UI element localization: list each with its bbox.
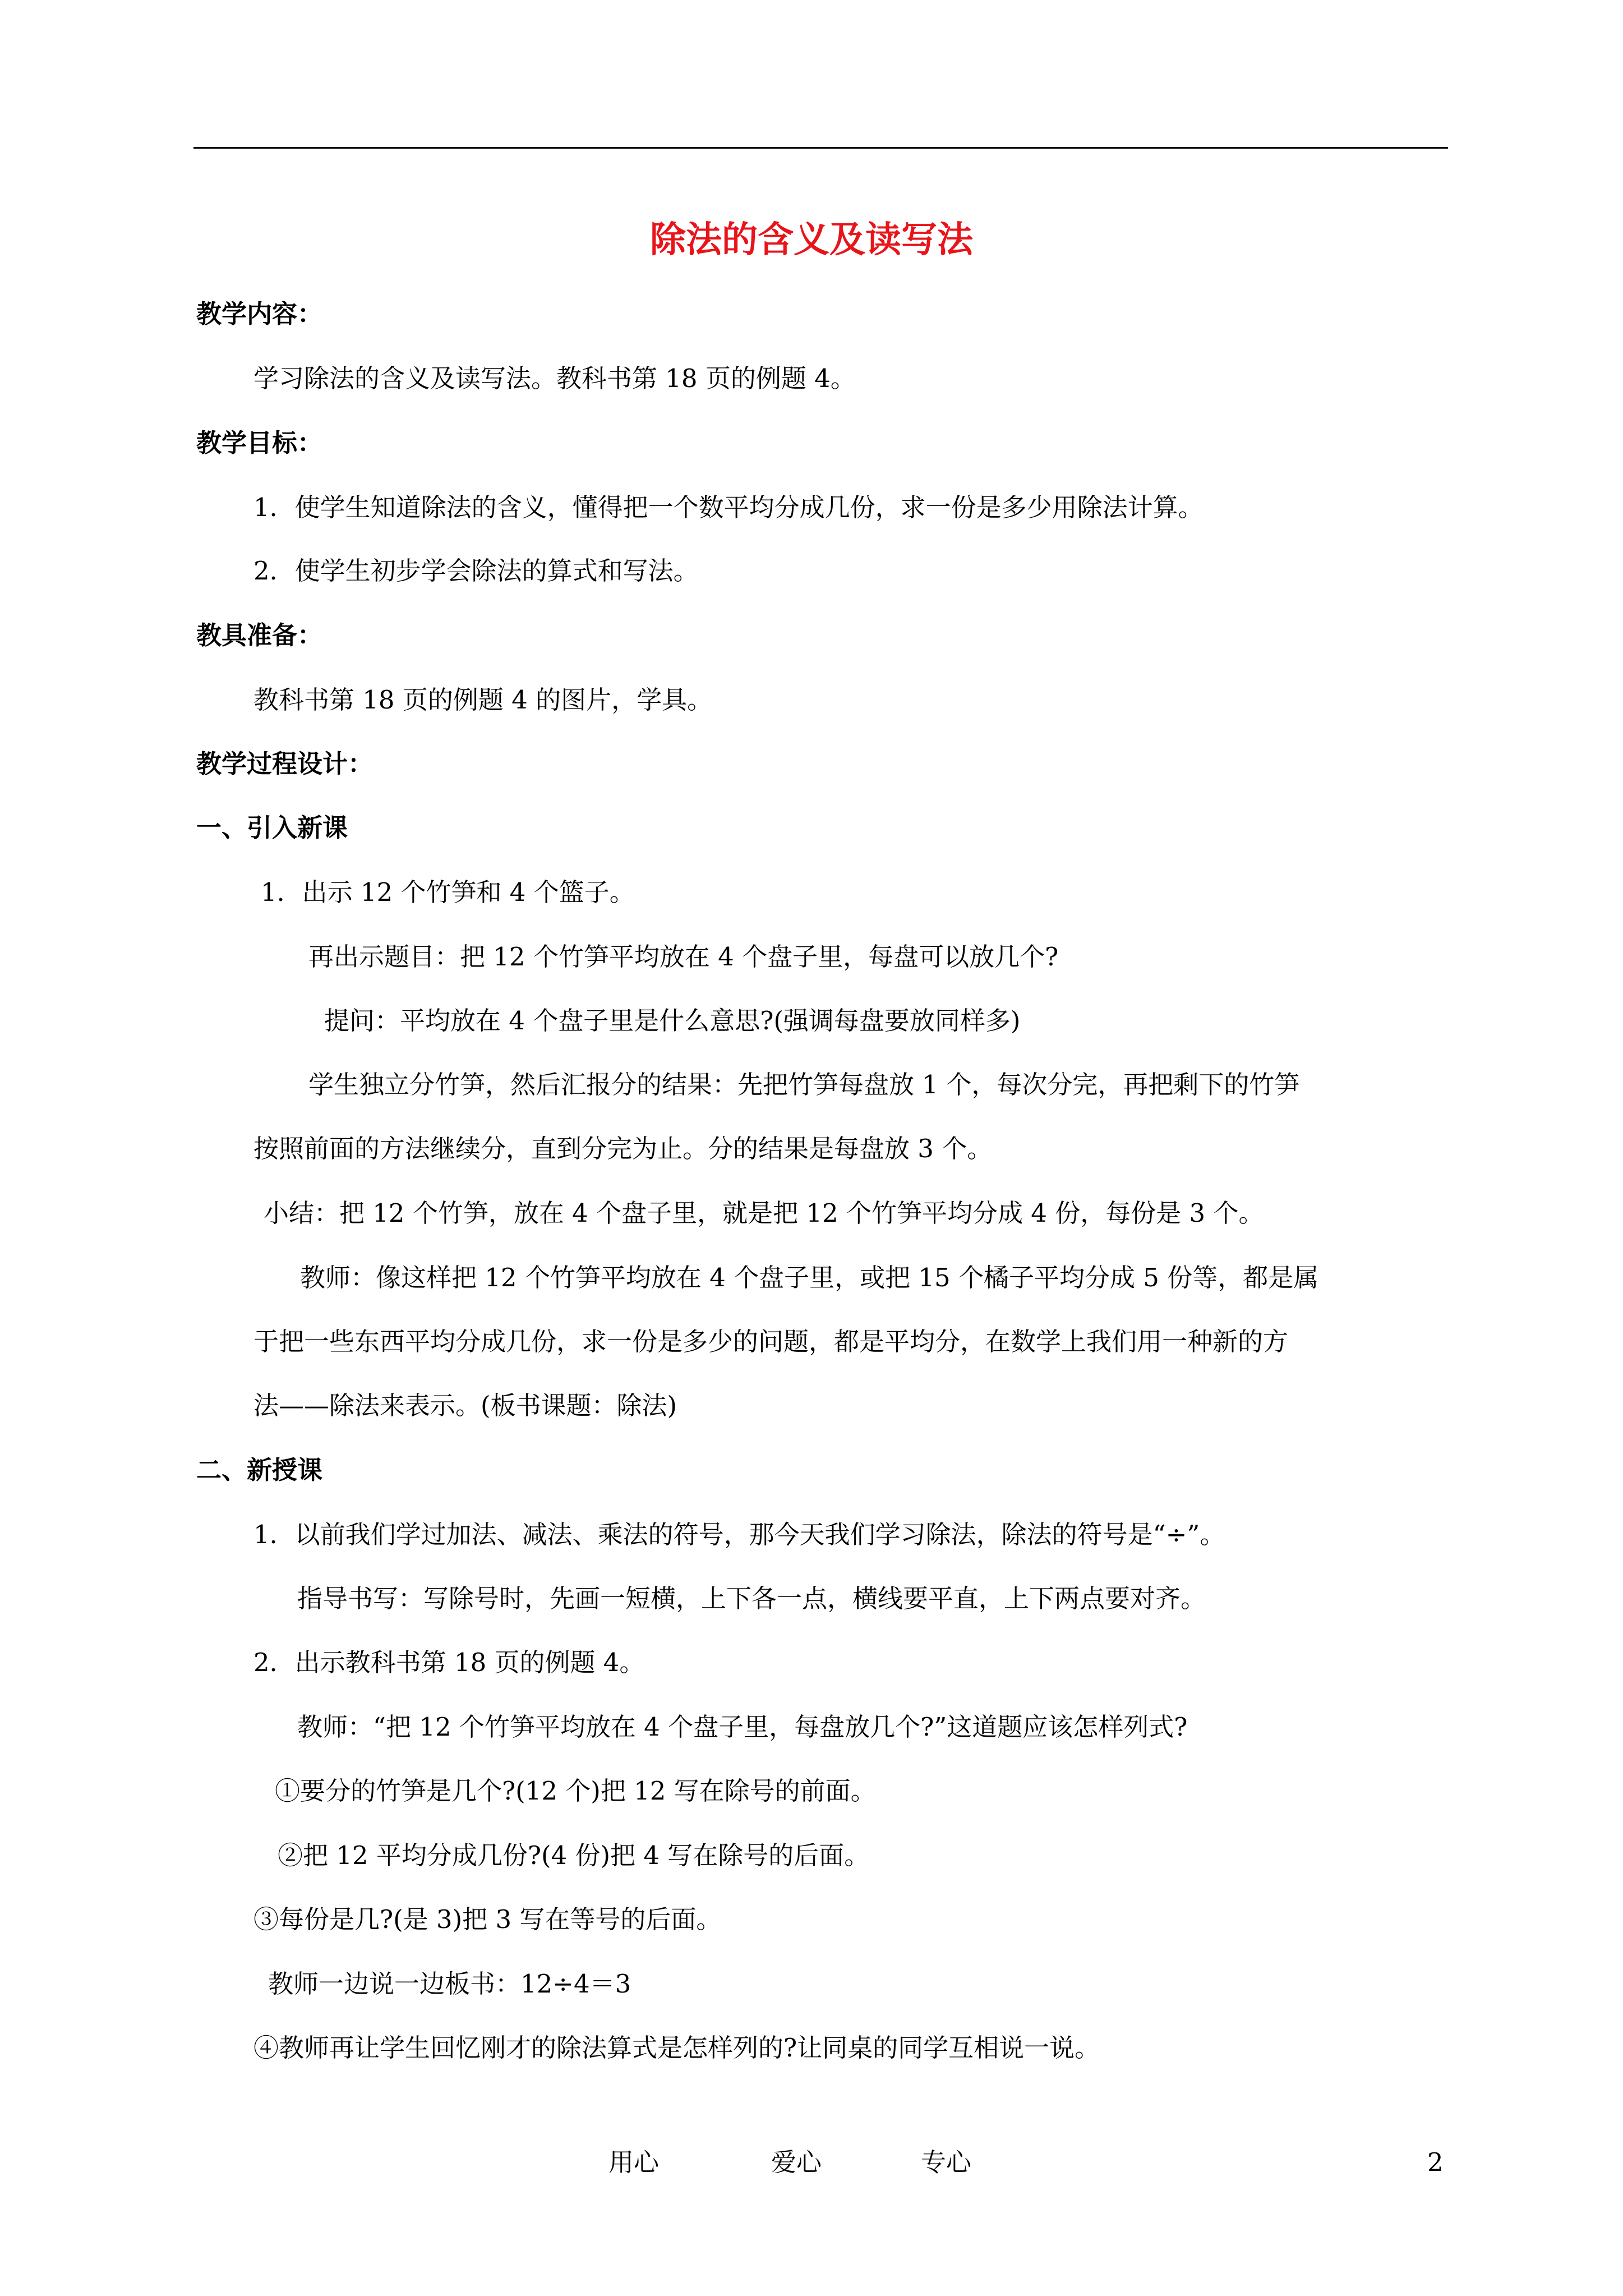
part2-line-4: 教师：“把 12 个竹笋平均放在 4 个盘子里，每盘放几个?”这道题应该怎样列式? (297, 1712, 1188, 1742)
part1-line-3: 提问：平均放在 4 个盘子里是什么意思?(强调每盘要放同样多) (324, 1006, 1021, 1036)
goal-1: 1．使学生知道除法的含义，懂得把一个数平均分成几份，求一份是多少用除法计算。 (253, 493, 1204, 522)
footer-left: 用心 (608, 2147, 660, 2177)
part2-line-7: ③每份是几?(是 3)把 3 写在等号的后面。 (253, 1904, 722, 1934)
tools-heading: 教具准备： (196, 620, 323, 650)
page-title: 除法的含义及读写法 (650, 219, 973, 261)
part1-heading: 一、引入新课 (196, 813, 348, 843)
part2-line-3: 2．出示教科书第 18 页的例题 4。 (253, 1648, 645, 1677)
tools-text: 教科书第 18 页的例题 4 的图片，学具。 (253, 685, 713, 715)
part2-line-2: 指导书写：写除号时，先画一短横，上下各一点，横线要平直，上下两点要对齐。 (297, 1584, 1206, 1613)
header-rule (193, 147, 1448, 149)
part2-line-5: ①要分的竹笋是几个?(12 个)把 12 写在除号的前面。 (275, 1776, 876, 1806)
part2-line-9: ④教师再让学生回忆刚才的除法算式是怎样列的?让同桌的同学互相说一说。 (253, 2033, 1100, 2063)
page-number: 2 (1427, 2147, 1444, 2177)
content-heading: 教学内容： (196, 299, 323, 329)
footer-right: 专心 (921, 2147, 972, 2177)
part1-line-6b: 于把一些东西平均分成几份，求一份是多少的问题，都是平均分，在数学上我们用一种新的方 (253, 1327, 1289, 1356)
part1-line-4a: 学生独立分竹笋，然后汇报分的结果：先把竹笋每盘放 1 个，每次分完，再把剩下的竹笋 (308, 1070, 1300, 1099)
goal-2: 2．使学生初步学会除法的算式和写法。 (253, 556, 699, 586)
process-heading: 教学过程设计： (196, 749, 374, 779)
content-text: 学习除法的含义及读写法。教科书第 18 页的例题 4。 (253, 364, 856, 393)
part1-line-2: 再出示题目：把 12 个竹笋平均放在 4 个盘子里，每盘可以放几个? (308, 942, 1059, 972)
part1-line-5: 小结：把 12 个竹笋，放在 4 个盘子里，就是把 12 个竹笋平均分成 4 份，每份是 3 个。 (264, 1198, 1264, 1228)
part1-line-6c: 法——除法来表示。(板书课题：除法) (253, 1391, 677, 1420)
part1-line-6a: 教师：像这样把 12 个竹笋平均放在 4 个盘子里，或把 15 个橘子平均分成 5 份等，都是属 (300, 1263, 1319, 1292)
part2-heading: 二、新授课 (196, 1455, 323, 1485)
part2-line-6: ②把 12 平均分成几份?(4 份)把 4 写在除号的后面。 (278, 1841, 870, 1870)
part1-line-4b: 按照前面的方法继续分，直到分完为止。分的结果是每盘放 3 个。 (253, 1134, 993, 1163)
part2-line-1: 1．以前我们学过加法、减法、乘法的符号，那今天我们学习除法，除法的符号是“÷”。 (253, 1520, 1225, 1549)
part1-line-1: 1．出示 12 个竹笋和 4 个篮子。 (261, 877, 635, 907)
footer-middle: 爱心 (771, 2147, 822, 2177)
goals-heading: 教学目标： (196, 428, 323, 458)
part2-line-8: 教师一边说一边板书：12÷4＝3 (268, 1969, 631, 1999)
